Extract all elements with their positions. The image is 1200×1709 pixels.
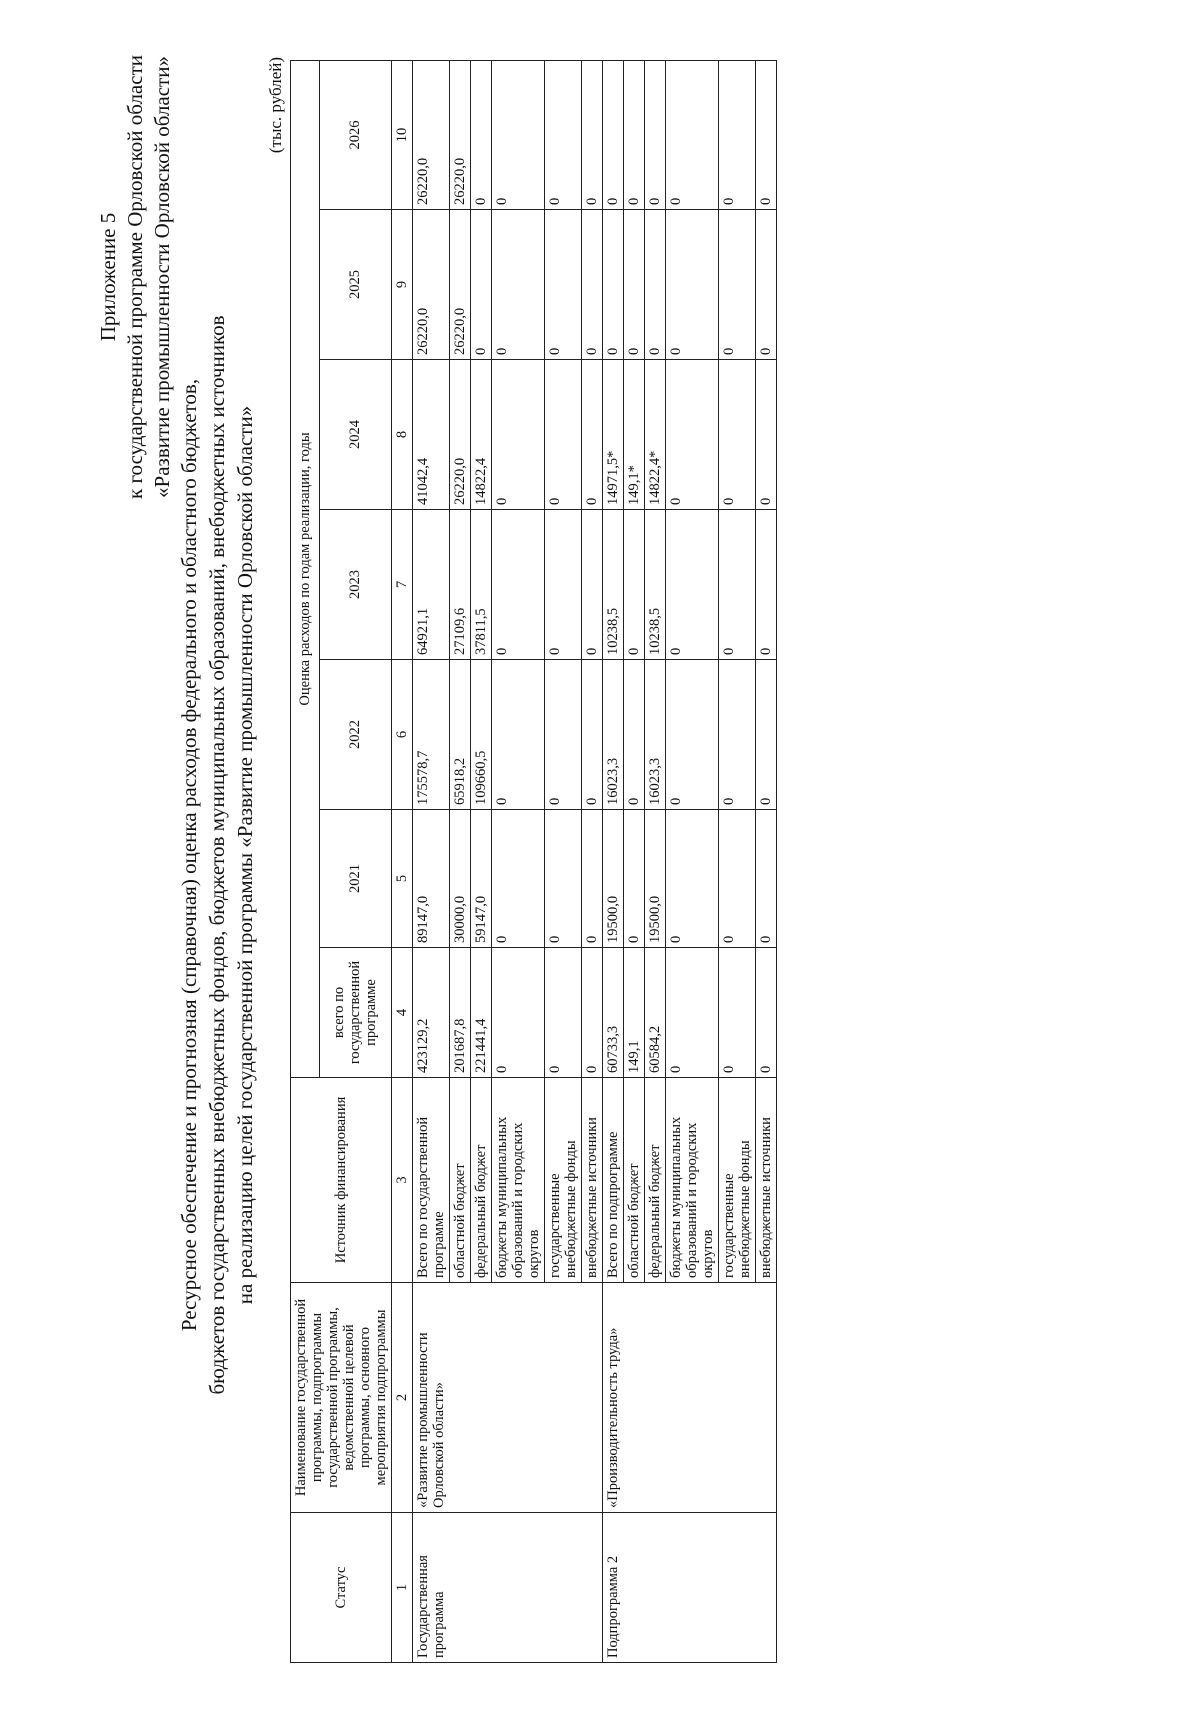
year-value-cell: 0 (624, 510, 645, 660)
year-value-cell: 109660,5 (471, 660, 492, 810)
total-value-cell: 149,1 (624, 948, 645, 1078)
year-value-cell: 16023,3 (645, 660, 666, 810)
year-value-cell: 0 (492, 210, 545, 360)
year-value-cell: 0 (582, 60, 603, 209)
year-value-cell: 0 (666, 60, 719, 209)
year-value-cell: 0 (582, 660, 603, 810)
year-value-cell: 26220,0 (450, 210, 471, 360)
table-body (413, 60, 777, 1662)
total-value-cell: 423129,2 (413, 948, 450, 1078)
column-number: 10 (392, 60, 413, 209)
total-value-cell: 0 (545, 948, 582, 1078)
year-value-cell: 0 (545, 210, 582, 360)
year-value-cell: 0 (666, 510, 719, 660)
column-number: 6 (392, 660, 413, 810)
total-value-cell: 0 (666, 948, 719, 1078)
funding-source-cell: Всего по подпрограмме (603, 1078, 624, 1283)
column-number: 7 (392, 510, 413, 660)
table-row (603, 60, 624, 1662)
header-year: 2021 (319, 810, 391, 948)
year-value-cell: 0 (471, 60, 492, 209)
year-value-cell: 0 (666, 810, 719, 948)
header-year: 2024 (319, 360, 391, 510)
year-value-cell: 37811,5 (471, 510, 492, 660)
funding-source-cell: федеральный бюджет (471, 1078, 492, 1283)
rotated-content (40, 35, 1160, 1675)
units-label: (тыс. рублей) (266, 57, 285, 154)
total-value-cell: 60584,2 (645, 948, 666, 1078)
year-value-cell: 0 (756, 510, 777, 660)
appendix-number: Приложение 5 (96, 212, 120, 342)
column-number-row (392, 60, 413, 1662)
year-value-cell: 26220,0 (413, 210, 450, 360)
total-value-cell: 0 (582, 948, 603, 1078)
header-year: 2022 (319, 660, 391, 810)
year-value-cell: 175578,7 (413, 660, 450, 810)
year-value-cell: 0 (492, 510, 545, 660)
program-name-cell: «Производительность труда» (603, 1283, 777, 1513)
year-value-cell: 0 (624, 810, 645, 948)
year-value-cell: 0 (471, 210, 492, 360)
year-value-cell: 0 (719, 210, 756, 360)
total-value-cell: 0 (719, 948, 756, 1078)
funding-source-cell: бюджеты муниципальных образований и городских округов (666, 1078, 719, 1283)
year-value-cell: 0 (645, 60, 666, 209)
funding-source-cell: областной бюджет (450, 1078, 471, 1283)
column-number: 8 (392, 360, 413, 510)
funding-source-cell: бюджеты муниципальных образований и городских округов (492, 1078, 545, 1283)
funding-source-cell: внебюджетные источники (756, 1078, 777, 1283)
column-number: 3 (392, 1078, 413, 1283)
year-value-cell: 0 (492, 360, 545, 510)
total-value-cell: 221441,4 (471, 948, 492, 1078)
header-year: 2025 (319, 210, 391, 360)
total-value-cell: 60733,3 (603, 948, 624, 1078)
year-value-cell: 26220,0 (450, 60, 471, 209)
year-value-cell: 14971,5* (603, 360, 624, 510)
year-value-cell: 0 (756, 60, 777, 209)
header-name: Наименование государственной программы, подпрограммы государственной программы, ведомственной целевой программы, основного мероприятия подпрограммы (291, 1283, 392, 1513)
year-value-cell: 0 (719, 510, 756, 660)
column-number: 5 (392, 810, 413, 948)
year-value-cell: 0 (719, 810, 756, 948)
status-cell: Государственная программа (413, 1513, 603, 1663)
header-estimate-group: Оценка расходов по годам реализации, годы (291, 60, 320, 1077)
year-value-cell: 0 (756, 210, 777, 360)
year-value-cell: 0 (666, 660, 719, 810)
header-source: Источник финансирования (291, 1078, 392, 1283)
header-total: всего по государственной программе (319, 948, 391, 1078)
year-value-cell: 89147,0 (413, 810, 450, 948)
year-value-cell: 0 (603, 60, 624, 209)
total-value-cell: 201687,8 (450, 948, 471, 1078)
funding-source-cell: Всего по государственной программе (413, 1078, 450, 1283)
year-value-cell: 0 (582, 510, 603, 660)
appendix-program-name: «Развитие промышленности Орловской области» (150, 56, 174, 498)
year-value-cell: 0 (645, 210, 666, 360)
document-title (175, 35, 259, 1675)
funding-source-cell: внебюджетные источники (582, 1078, 603, 1283)
year-value-cell: 0 (545, 360, 582, 510)
year-value-cell: 65918,2 (450, 660, 471, 810)
appendix-reference: к государственной программе Орловской области (123, 55, 147, 499)
year-value-cell: 0 (545, 60, 582, 209)
total-value-cell: 0 (756, 948, 777, 1078)
year-value-cell: 59147,0 (471, 810, 492, 948)
table-row (413, 60, 450, 1662)
year-value-cell: 10238,5 (603, 510, 624, 660)
total-value-cell: 0 (492, 948, 545, 1078)
program-name-cell: «Развитие промышленности Орловской области» (413, 1283, 603, 1513)
year-value-cell: 64921,1 (413, 510, 450, 660)
year-value-cell: 149,1* (624, 360, 645, 510)
year-value-cell: 0 (582, 810, 603, 948)
year-value-cell: 0 (603, 210, 624, 360)
column-number: 4 (392, 948, 413, 1078)
year-value-cell: 19500,0 (603, 810, 624, 948)
year-value-cell: 10238,5 (645, 510, 666, 660)
funding-source-cell: государственные внебюджетные фонды (719, 1078, 756, 1283)
year-value-cell: 0 (492, 60, 545, 209)
funding-source-cell: государственные внебюджетные фонды (545, 1078, 582, 1283)
year-value-cell: 0 (719, 660, 756, 810)
title-line-1: Ресурсное обеспечение и прогнозная (справочная) оценка расходов федерального и областного бюджетов, (177, 378, 201, 1332)
year-value-cell: 0 (545, 510, 582, 660)
year-value-cell: 0 (756, 660, 777, 810)
status-cell: Подпрограмма 2 (603, 1513, 777, 1663)
year-value-cell: 0 (492, 810, 545, 948)
year-value-cell: 26220,0 (413, 60, 450, 209)
year-value-cell: 0 (545, 660, 582, 810)
year-value-cell: 16023,3 (603, 660, 624, 810)
header-year: 2023 (319, 510, 391, 660)
header-year: 2026 (319, 60, 391, 209)
year-value-cell: 0 (582, 360, 603, 510)
year-value-cell: 0 (624, 660, 645, 810)
year-value-cell: 26220,0 (450, 360, 471, 510)
column-number: 1 (392, 1513, 413, 1663)
year-value-cell: 30000,0 (450, 810, 471, 948)
year-value-cell: 0 (582, 210, 603, 360)
year-value-cell: 0 (719, 360, 756, 510)
column-number: 2 (392, 1283, 413, 1513)
year-value-cell: 0 (624, 60, 645, 209)
year-value-cell: 0 (719, 60, 756, 209)
year-value-cell: 14822,4* (645, 360, 666, 510)
header-row-1 (291, 60, 320, 1662)
appendix-block (95, 55, 176, 499)
title-line-2: бюджетов государственных внебюджетных фондов, бюджетов муниципальных образований, внебюджетных источников (205, 315, 229, 1395)
funding-source-cell: областной бюджет (624, 1078, 645, 1283)
year-value-cell: 0 (666, 210, 719, 360)
year-value-cell: 0 (545, 810, 582, 948)
year-value-cell: 0 (756, 360, 777, 510)
year-value-cell: 0 (666, 360, 719, 510)
budget-table (290, 60, 777, 1663)
year-value-cell: 19500,0 (645, 810, 666, 948)
year-value-cell: 0 (756, 810, 777, 948)
title-line-3: на реализацию целей государственной программы «Развитие промышленности Орловской области» (233, 405, 257, 1305)
year-value-cell: 27109,6 (450, 510, 471, 660)
column-number: 9 (392, 210, 413, 360)
year-value-cell: 41042,4 (413, 360, 450, 510)
year-value-cell: 14822,4 (471, 360, 492, 510)
header-status: Статус (291, 1513, 392, 1663)
year-value-cell: 0 (492, 660, 545, 810)
funding-source-cell: федеральный бюджет (645, 1078, 666, 1283)
year-value-cell: 0 (624, 210, 645, 360)
